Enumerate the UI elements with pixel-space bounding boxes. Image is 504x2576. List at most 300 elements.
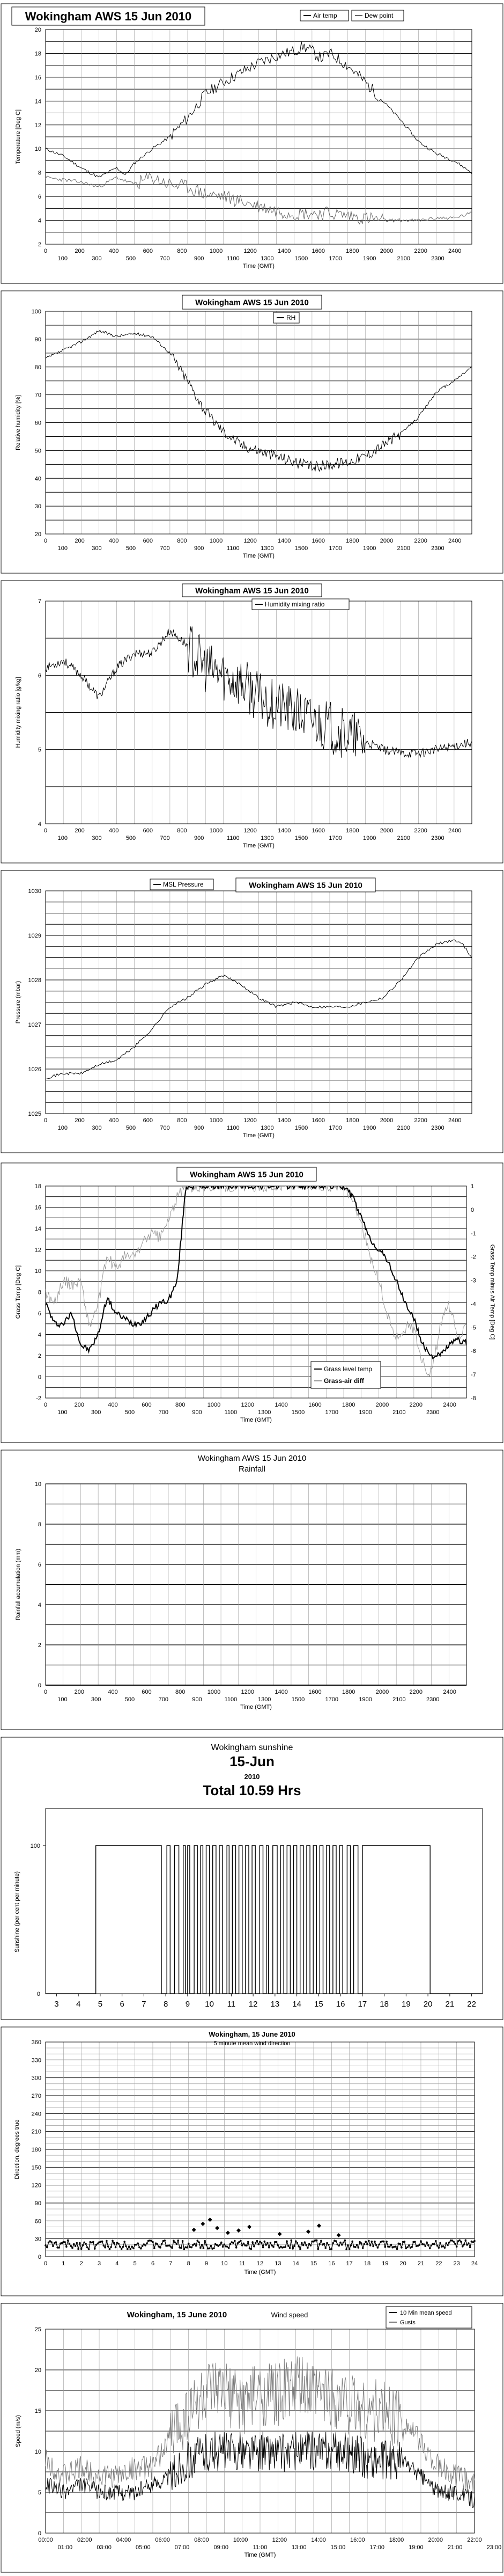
y-tick-label: 1025	[28, 1111, 41, 1117]
wind-direction-point	[65, 2246, 68, 2248]
x-tick-label: 800	[177, 248, 187, 254]
wind-direction-point	[76, 2242, 78, 2244]
x-tick-label: 17	[346, 2260, 353, 2267]
panel-border	[1, 4, 503, 283]
wind-direction-point	[171, 2247, 173, 2249]
x-tick-label: 1200	[241, 1402, 255, 1408]
wind-direction-point	[447, 2244, 449, 2246]
wind-direction-point	[365, 2241, 367, 2243]
x-tick-label: 600	[143, 248, 153, 254]
y-axis-label: Pressure (mbar)	[15, 980, 21, 1024]
wind-direction-point	[52, 2245, 54, 2247]
x-tick-label: 18:00	[389, 2537, 404, 2543]
wind-direction-point	[320, 2240, 322, 2242]
wind-direction-point	[159, 2246, 161, 2249]
x-tick-label: 2400	[443, 1689, 456, 1695]
x-tick-label: 02:00	[77, 2537, 92, 2543]
wind-direction-point	[332, 2242, 334, 2244]
x-tick-label: 400	[108, 1402, 118, 1408]
wind-direction-point	[298, 2245, 300, 2248]
wind-direction-point	[161, 2243, 163, 2245]
wind-direction-point	[458, 2240, 461, 2242]
x-tick-label: 1000	[209, 828, 223, 834]
x-tick-label: 1300	[257, 1409, 271, 1416]
y-tick-label: 80	[34, 364, 41, 371]
wind-direction-point	[180, 2247, 182, 2249]
x-tick-label: 15	[314, 2000, 323, 2009]
panel-border	[1, 1450, 503, 1730]
x-tick-label: 00:00	[38, 2537, 53, 2543]
legend-entry: Gusts	[400, 2319, 416, 2326]
y-tick-label: 5	[38, 2490, 41, 2496]
x-tick-label: 7	[169, 2260, 173, 2267]
x-tick-label: 2000	[375, 1402, 389, 1408]
x-tick-label: 200	[74, 1689, 84, 1695]
y-right-tick-label: -3	[471, 1277, 476, 1284]
wind-direction-point	[374, 2241, 376, 2243]
chart-title: Wokingham, 15 June 2010	[209, 2030, 295, 2038]
x-tick-label: 10	[205, 2000, 214, 2009]
x-tick-label: 400	[109, 1117, 119, 1124]
x-tick-label: 10	[221, 2260, 228, 2267]
x-tick-label: 1600	[312, 1117, 325, 1124]
wind-direction-point	[75, 2245, 77, 2247]
wind-direction-point	[106, 2240, 108, 2242]
x-tick-label: 20:00	[428, 2537, 443, 2543]
wind-direction-point	[305, 2244, 307, 2246]
x-tick-label: 1700	[329, 255, 342, 262]
wind-direction-point	[152, 2241, 154, 2243]
wind-direction-point	[335, 2240, 337, 2242]
y-tick-label: 60	[34, 420, 41, 427]
wind-direction-point	[341, 2244, 343, 2246]
x-tick-label: 900	[194, 1125, 204, 1131]
x-tick-label: 23:00	[486, 2544, 502, 2551]
x-tick-label: 5	[98, 2000, 103, 2009]
wind-direction-point	[463, 2243, 465, 2245]
wind-direction-point	[347, 2244, 349, 2246]
y-tick-label: 10	[34, 1481, 41, 1488]
wind-direction-point	[395, 2245, 397, 2248]
x-tick-label: 2400	[448, 828, 462, 834]
wind-direction-point	[128, 2245, 130, 2248]
y-tick-label: 10	[34, 146, 41, 153]
x-tick-label: 2400	[443, 1402, 456, 1408]
wind-direction-point	[375, 2244, 377, 2246]
x-tick-label: 300	[92, 255, 102, 262]
wind-direction-point	[136, 2244, 138, 2246]
y-tick-label: 100	[30, 1843, 40, 1849]
wind-direction-point	[45, 2244, 47, 2246]
wind-direction-point	[121, 2248, 123, 2250]
wind-direction-point	[58, 2246, 60, 2249]
y-tick-label: 2	[38, 1353, 41, 1359]
wind-direction-point	[67, 2240, 69, 2242]
y-tick-label: 360	[31, 2039, 41, 2046]
wind-direction-point	[337, 2243, 339, 2245]
legend-entry: MSL Pressure	[163, 881, 204, 888]
x-tick-label: 600	[143, 538, 153, 544]
wind-direction-point	[351, 2241, 353, 2243]
wind-direction-point	[454, 2243, 456, 2245]
y-right-tick-label: 1	[471, 1183, 475, 1190]
chart-subtitle: Wind speed	[271, 2311, 308, 2319]
x-tick-label: 2000	[375, 1689, 389, 1695]
x-tick-label: 2200	[414, 828, 427, 834]
wind-direction-point	[261, 2242, 263, 2244]
x-tick-label: 700	[158, 1409, 168, 1416]
chart-title: Wokingham sunshine	[211, 1743, 293, 1752]
x-tick-label: 1000	[209, 538, 223, 544]
x-tick-label: 2000	[380, 828, 394, 834]
wind-direction-point	[46, 2246, 48, 2249]
wind-direction-point	[469, 2246, 471, 2249]
x-tick-label: 1700	[325, 1409, 339, 1416]
x-tick-label: 1300	[257, 1696, 271, 1703]
wind-direction-point	[173, 2240, 175, 2242]
x-axis-label: Time (GMT)	[243, 553, 275, 559]
x-tick-label: 2300	[431, 835, 444, 841]
x-tick-label: 05:00	[136, 2544, 151, 2551]
x-tick-label: 0	[43, 1689, 48, 1695]
y-axis-label: Relative humidity [%]	[15, 395, 21, 450]
y-tick-label: 120	[31, 2182, 41, 2189]
chart-wind-speed	[0, 2302, 504, 2573]
legend-entry: Grass-air diff	[324, 1377, 364, 1385]
chart-temperature	[0, 3, 504, 284]
x-tick-label: 17:00	[369, 2544, 384, 2551]
x-tick-label: 2000	[380, 538, 394, 544]
legend-entry: Dew point	[365, 12, 394, 19]
y-right-tick-label: 0	[471, 1206, 475, 1213]
x-tick-label: 800	[175, 1402, 186, 1408]
x-tick-label: 6	[120, 2000, 124, 2009]
wind-direction-point	[331, 2248, 333, 2250]
x-tick-label: 1800	[346, 248, 359, 254]
wind-direction-point	[92, 2241, 94, 2243]
x-tick-label: 1600	[312, 248, 325, 254]
wind-direction-point	[390, 2244, 392, 2246]
y-tick-label: 8	[38, 1521, 41, 1528]
panel-border	[1, 291, 503, 573]
x-tick-label: 500	[125, 835, 136, 841]
wind-direction-point	[79, 2242, 81, 2244]
x-tick-label: 300	[92, 545, 102, 552]
chart-rainfall	[0, 1449, 504, 1731]
x-tick-label: 2100	[397, 545, 411, 552]
wind-direction-point	[251, 2241, 254, 2243]
wind-direction-point	[125, 2245, 127, 2248]
y-tick-label: 90	[34, 2200, 41, 2207]
wind-direction-point	[371, 2241, 373, 2243]
x-tick-label: 19:00	[409, 2544, 424, 2551]
wind-direction-point	[284, 2246, 286, 2248]
wind-direction-point	[243, 2243, 245, 2245]
x-tick-label: 2	[79, 2260, 83, 2267]
wind-direction-point	[210, 2245, 212, 2247]
y-tick-label: 4	[38, 1331, 41, 1338]
y-tick-label: 90	[34, 336, 41, 343]
chart-pressure	[0, 869, 504, 1154]
x-tick-label: 200	[75, 828, 85, 834]
x-tick-label: 2300	[431, 1125, 444, 1131]
x-tick-label: 100	[57, 255, 68, 262]
x-tick-label: 300	[91, 1696, 101, 1703]
wind-direction-point	[316, 2240, 318, 2242]
y-tick-label: 18	[34, 50, 41, 57]
y-tick-label: 70	[34, 392, 41, 399]
x-tick-label: 9	[204, 2260, 209, 2267]
wind-direction-point	[414, 2241, 416, 2243]
y-axis-label: Sunshine (per cent per minute)	[14, 1871, 20, 1953]
x-tick-label: 4	[115, 2260, 119, 2267]
x-tick-label: 500	[124, 1696, 135, 1703]
y-tick-label: 2	[38, 241, 41, 248]
x-tick-label: 08:00	[194, 2537, 209, 2543]
y-tick-label: 2	[38, 1642, 41, 1649]
x-tick-label: 200	[75, 1117, 85, 1124]
legend-entry: Air temp	[313, 12, 337, 19]
x-axis-label: Time (GMT)	[243, 263, 275, 269]
wind-direction-point	[77, 2248, 79, 2250]
x-tick-label: 22:00	[467, 2537, 482, 2543]
wind-direction-point	[104, 2246, 106, 2249]
y-tick-label: 1029	[28, 933, 41, 939]
x-tick-label: 21:00	[447, 2544, 463, 2551]
wind-direction-point	[292, 2248, 294, 2250]
y-tick-label: 1028	[28, 977, 41, 984]
wind-direction-point	[354, 2246, 357, 2248]
x-tick-label: 300	[92, 1125, 102, 1131]
wind-direction-point	[224, 2243, 226, 2245]
y-tick-label: 0	[36, 1991, 40, 1997]
wind-direction-point	[80, 2248, 83, 2250]
wind-direction-point	[435, 2240, 437, 2242]
x-tick-label: 19	[382, 2260, 389, 2267]
wind-direction-point	[289, 2247, 291, 2249]
wind-direction-point	[372, 2245, 374, 2248]
wind-direction-point	[226, 2246, 228, 2248]
wind-direction-point	[295, 2240, 297, 2242]
wind-direction-point	[71, 2247, 73, 2249]
wind-direction-point	[205, 2244, 207, 2246]
x-tick-label: 2000	[380, 1117, 394, 1124]
x-tick-label: 900	[194, 255, 204, 262]
x-tick-label: 1000	[209, 1117, 223, 1124]
wind-direction-point	[425, 2245, 427, 2248]
wind-direction-point	[396, 2248, 398, 2250]
x-tick-label: 1000	[209, 248, 223, 254]
x-tick-label: 0	[43, 828, 48, 834]
wind-direction-point	[241, 2244, 243, 2246]
x-tick-label: 16	[336, 2000, 345, 2009]
x-tick-label: 500	[125, 255, 136, 262]
x-tick-label: 300	[92, 835, 102, 841]
wind-direction-point	[364, 2243, 366, 2245]
y-right-tick-label: -1	[471, 1230, 476, 1237]
x-tick-label: 3	[54, 2000, 59, 2009]
wind-direction-point	[64, 2241, 66, 2243]
wind-direction-point	[276, 2241, 278, 2243]
y-right-tick-label: -6	[471, 1348, 476, 1355]
y-tick-label: 16	[34, 74, 41, 81]
wind-direction-point	[302, 2244, 305, 2246]
wind-direction-point	[73, 2243, 75, 2245]
wind-direction-point	[462, 2245, 464, 2248]
wind-direction-point	[468, 2242, 470, 2244]
x-tick-label: 20	[399, 2260, 406, 2267]
x-tick-label: 2100	[397, 255, 411, 262]
x-tick-label: 1500	[291, 1696, 305, 1703]
wind-direction-point	[197, 2240, 199, 2242]
wind-direction-point	[445, 2242, 447, 2244]
x-tick-label: 12	[256, 2260, 264, 2267]
x-tick-label: 4	[76, 2000, 81, 2009]
wind-direction-point	[240, 2240, 242, 2242]
wind-direction-point	[307, 2247, 309, 2249]
x-tick-label: 1600	[308, 1402, 322, 1408]
wind-direction-point	[429, 2248, 431, 2250]
y-tick-label: 25	[34, 2326, 41, 2333]
y-tick-label: 30	[34, 2236, 41, 2243]
x-tick-label: 1600	[312, 538, 325, 544]
x-tick-label: 1500	[291, 1409, 305, 1416]
chart-sunshine	[0, 1736, 504, 2021]
y-tick-label: 6	[38, 1562, 41, 1568]
x-tick-label: 2200	[414, 1117, 427, 1124]
y-tick-label: 180	[31, 2147, 41, 2153]
x-tick-label: 800	[177, 1117, 187, 1124]
x-tick-label: 900	[194, 545, 204, 552]
wind-direction-point	[235, 2246, 238, 2249]
wind-direction-point	[465, 2240, 467, 2242]
y-tick-label: 8	[38, 170, 41, 177]
wind-direction-point	[453, 2241, 455, 2243]
wind-direction-point	[268, 2246, 270, 2249]
wind-direction-point	[328, 2244, 330, 2246]
wind-direction-point	[384, 2246, 387, 2248]
wind-direction-point	[291, 2240, 293, 2242]
y-tick-label: 6	[38, 1311, 41, 1317]
wind-direction-point	[277, 2244, 279, 2246]
wind-direction-point	[433, 2243, 435, 2245]
wind-direction-point	[350, 2244, 352, 2246]
y-axis-label: Rainfall accumulation (mm)	[15, 1548, 21, 1621]
wind-direction-point	[109, 2248, 111, 2250]
wind-direction-point	[339, 2242, 342, 2244]
chart-title: Wokingham AWS 15 Jun 2010	[25, 9, 192, 23]
x-tick-label: 11	[227, 2000, 236, 2009]
x-tick-label: 13	[275, 2260, 281, 2267]
x-tick-label: 2100	[392, 1696, 406, 1703]
y-axis-label: Humidity mixing ratio [g/kg]	[15, 677, 21, 748]
x-tick-label: 300	[91, 1409, 101, 1416]
wind-direction-point	[436, 2245, 439, 2247]
x-tick-label: 8	[163, 2000, 168, 2009]
x-tick-label: 600	[142, 1689, 152, 1695]
chart-annotation: Total 10.59 Hrs	[203, 1782, 301, 1798]
x-tick-label: 1300	[261, 255, 274, 262]
wind-direction-point	[55, 2241, 57, 2243]
wind-direction-point	[127, 2248, 129, 2250]
x-tick-label: 23	[453, 2260, 460, 2267]
wind-direction-point	[297, 2242, 299, 2244]
wind-direction-point	[219, 2244, 221, 2246]
x-tick-label: 2300	[426, 1696, 440, 1703]
x-tick-label: 0	[43, 538, 48, 544]
wind-direction-point	[144, 2244, 146, 2246]
wind-direction-point	[438, 2247, 440, 2249]
panel-grass-temp	[0, 1162, 504, 1444]
wind-direction-point	[157, 2243, 159, 2245]
wind-direction-point	[270, 2242, 272, 2244]
wind-direction-point	[253, 2245, 255, 2248]
wind-direction-point	[213, 2248, 215, 2250]
chart-subtitle: 5 minute mean wind direction	[213, 2040, 291, 2047]
wind-direction-point	[323, 2243, 325, 2245]
x-tick-label: 1400	[277, 538, 291, 544]
x-tick-label: 21	[417, 2260, 425, 2267]
wind-direction-point	[460, 2241, 462, 2243]
x-tick-label: 15	[310, 2260, 317, 2267]
x-axis-label: Time (GMT)	[240, 1417, 272, 1423]
wind-direction-point	[234, 2240, 236, 2242]
y-tick-label: 18	[34, 1183, 41, 1190]
wind-direction-point	[183, 2248, 186, 2250]
x-tick-label: 13	[270, 2000, 280, 2009]
x-tick-label: 9	[185, 2000, 190, 2009]
x-tick-label: 1700	[329, 1125, 342, 1131]
x-tick-label: 100	[57, 545, 68, 552]
wind-direction-point	[153, 2247, 155, 2249]
x-tick-label: 18	[380, 2000, 389, 2009]
wind-direction-point	[299, 2248, 301, 2250]
y-tick-label: 210	[31, 2128, 41, 2135]
y-tick-label: 40	[34, 475, 41, 482]
x-tick-label: 1200	[241, 1689, 255, 1695]
chart-subtitle: Rainfall	[238, 1465, 266, 1474]
x-tick-label: 1400	[275, 1402, 288, 1408]
y-tick-label: 16	[34, 1204, 41, 1211]
x-tick-label: 600	[143, 828, 153, 834]
wind-direction-point	[293, 2245, 295, 2247]
x-tick-label: 1500	[294, 545, 308, 552]
wind-direction-point	[472, 2241, 474, 2243]
wind-direction-point	[190, 2246, 192, 2249]
wind-direction-point	[203, 2247, 205, 2249]
wind-direction-point	[442, 2245, 444, 2248]
x-tick-label: 2200	[414, 538, 427, 544]
x-tick-label: 900	[192, 1696, 202, 1703]
wind-direction-point	[420, 2240, 422, 2242]
wind-direction-point	[426, 2242, 428, 2244]
wind-direction-point	[48, 2242, 50, 2244]
wind-direction-point	[122, 2246, 124, 2248]
x-tick-label: 1800	[342, 1689, 355, 1695]
y-axis-label: Speed (m/s)	[15, 2415, 21, 2447]
legend-entry: Humidity mixing ratio	[265, 601, 325, 608]
y-tick-label: 0	[38, 1682, 41, 1689]
wind-direction-point	[150, 2240, 152, 2242]
x-tick-label: 1800	[346, 828, 359, 834]
wind-direction-point	[317, 2248, 320, 2250]
y-right-axis-label: Grass Temp minus Air Temp [Deg C]	[489, 1244, 495, 1340]
wind-direction-point	[229, 2243, 232, 2245]
legend-entry: Grass level temp	[324, 1365, 373, 1373]
y-tick-label: 1027	[28, 1022, 41, 1028]
x-tick-label: 800	[175, 1689, 186, 1695]
x-tick-label: 800	[177, 828, 187, 834]
